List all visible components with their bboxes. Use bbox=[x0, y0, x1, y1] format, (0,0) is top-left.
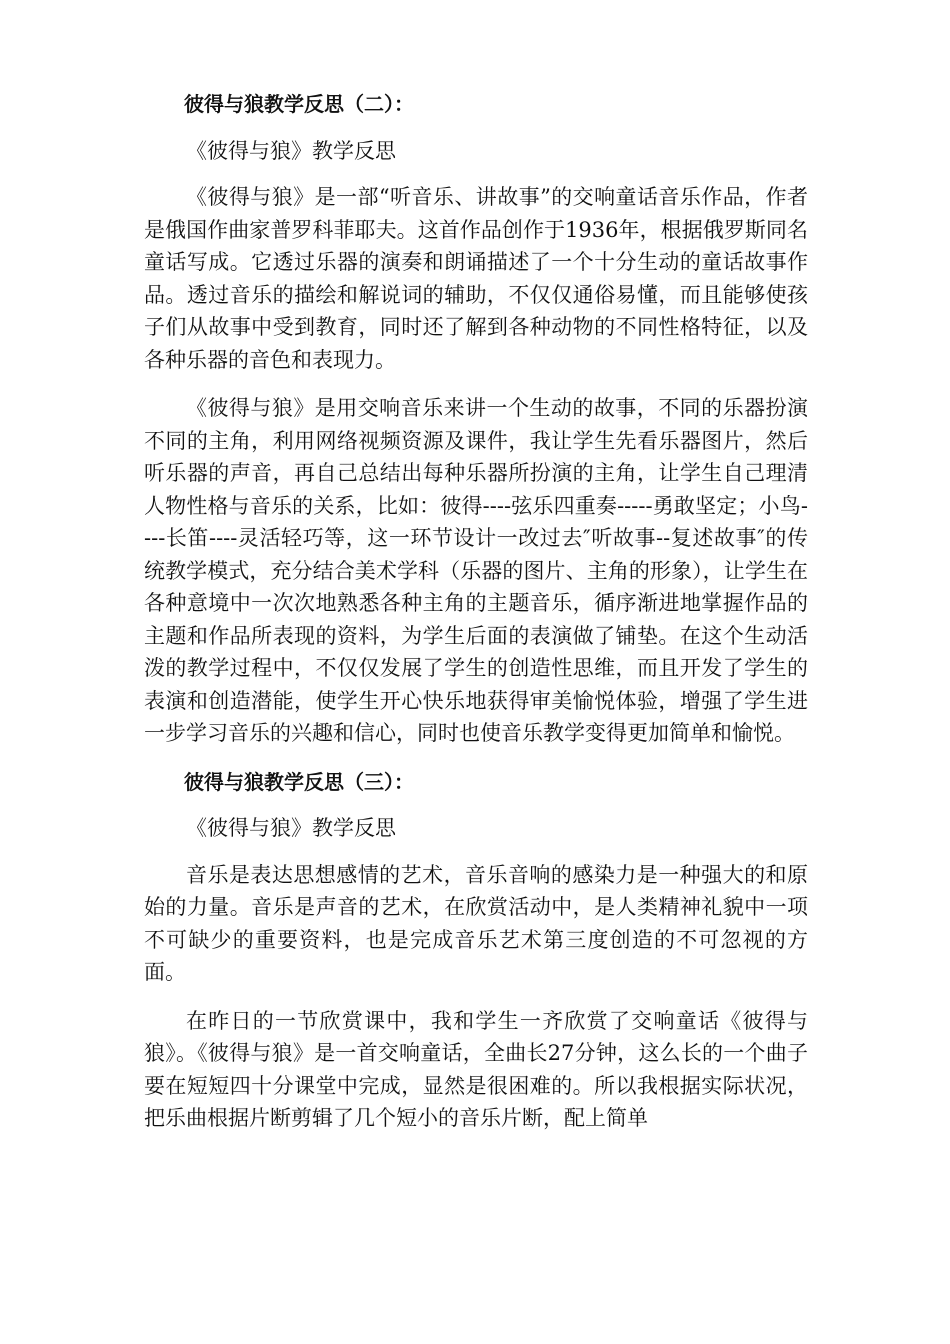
document-page bbox=[144, 88, 808, 1151]
paragraph: 在昨日的一节欣赏课中，我和学生一齐欣赏了交响童话《彼得与狼》。《彼得与狼》是一首交响童话，全曲长27分钟，这么长的一个曲子要在短短四十分课堂中完成，显然是很困难的。所以我根据实际状况，把乐曲根据片断剪辑了几个短小的音乐片断，配上简单 bbox=[144, 1008, 808, 1130]
section-subtitle: 《彼得与狼》教学反思 bbox=[186, 138, 396, 163]
section-heading: 彼得与狼教学反思（二）： bbox=[184, 92, 414, 116]
paragraph: 音乐是表达思想感情的艺术，音乐音响的感染力是一种强大的和原始的力量。音乐是声音的艺术，在欣赏活动中，是人类精神礼貌中一项不可缺少的重要资料，也是完成音乐艺术第三度创造的不可忽视的方面。 bbox=[144, 862, 808, 984]
section-subtitle: 《彼得与狼》教学反思 bbox=[186, 816, 396, 840]
paragraph: 《彼得与狼》是一部“听音乐、讲故事”的交响童话音乐作品，作者是俄国作曲家普罗科菲耶夫。这首作品创作于1936年，根据俄罗斯同名童话写成。它透过乐器的演奏和朗诵描述了一个十分生动的童话故事作品。透过音乐的描绘和解说词的辅助，不仅仅通俗易懂，而且能够使孩子们从故事中受到教育，同时还了解到各种动物的不同性格特征，以及各种乐器的音色和表现力。 bbox=[144, 185, 808, 372]
section-heading: 彼得与狼教学反思（三）： bbox=[184, 769, 414, 794]
paragraph: 《彼得与狼》是用交响音乐来讲一个生动的故事，不同的乐器扮演不同的主角，利用网络视频资源及课件，我让学生先看乐器图片，然后听乐器的声音，再自己总结出每种乐器所扮演的主角，让学生自己理清人物性格与音乐的关系，比如：彼得----弦乐四重奏-----勇敢坚定；小鸟----长笛----灵活轻巧等，这一环节设计一改过去″听故事--复述故事″的传统教学模式，充分结合美术学科（乐器的图片、主角的形象），让学生在各种意境中一次次地熟悉各种主角的主题音乐，循序渐进地掌握作品的主题和作品所表现的资料，为学生后面的表演做了铺垫。在这个生动活泼的教学过程中，不仅仅发展了学生的创造性思维，而且开发了学生的表演和创造潜能，使学生开心快乐地获得审美愉悦体验，增强了学生进一步学习音乐的兴趣和信心，同时也使音乐教学变得更加简单和愉悦。 bbox=[144, 396, 808, 745]
